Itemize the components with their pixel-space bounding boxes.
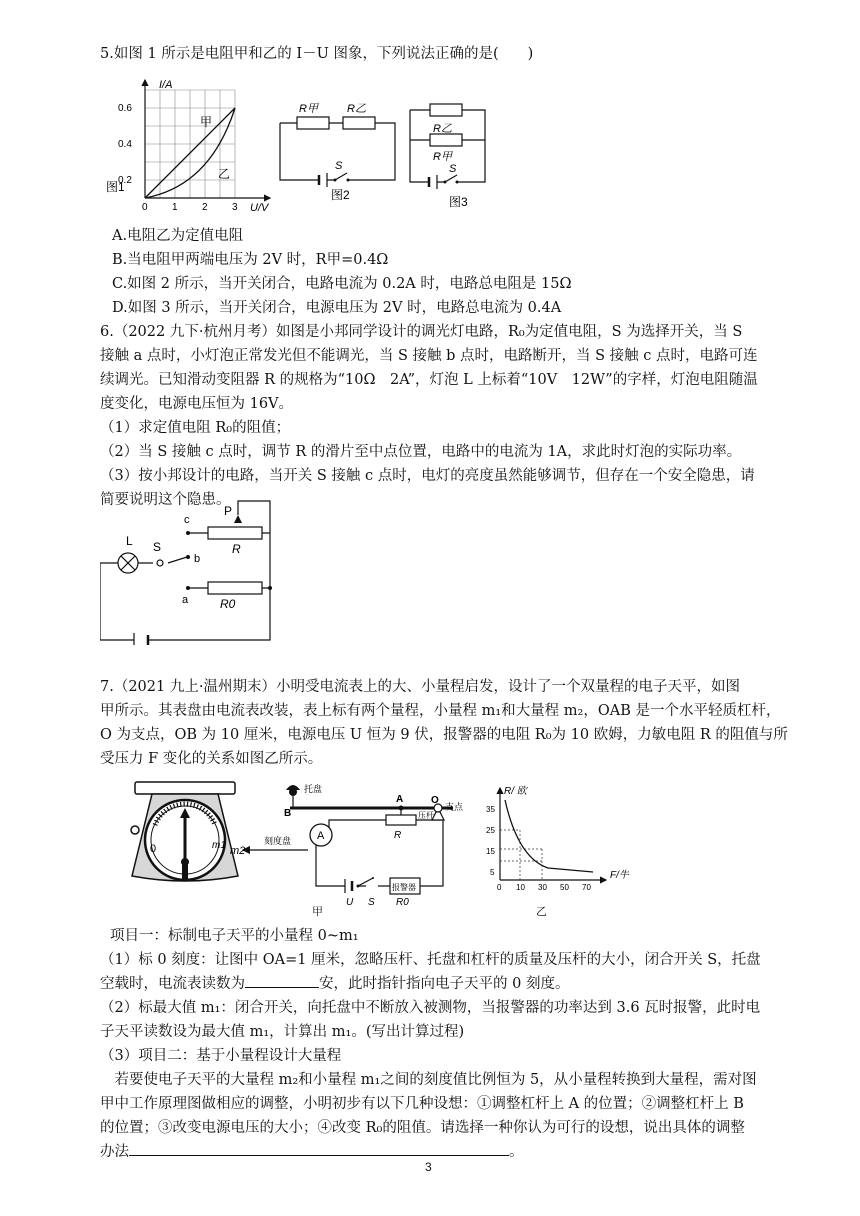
q6-sub-1: （1）求定值电阻 R₀的阻值； <box>100 420 291 436</box>
q7-figure-jia-lever-circuit <box>228 780 478 915</box>
svg-text:S: S <box>368 897 375 908</box>
q5-figure-1-graph <box>100 76 285 216</box>
svg-text:25: 25 <box>486 826 495 835</box>
svg-text:b: b <box>194 553 201 565</box>
svg-text:F/牛: F/牛 <box>610 870 629 881</box>
svg-text:3: 3 <box>232 202 238 213</box>
q7-answer-blank-1[interactable] <box>245 987 319 988</box>
svg-text:刻度盘: 刻度盘 <box>264 836 292 846</box>
q6-sub-2: （2）当 S 接触 c 点时，调节 R 的滑片至中点位置，电路中的电流为 1A，求此时灯泡的实际功率。 <box>100 444 742 460</box>
svg-text:R0: R0 <box>396 897 409 908</box>
svg-text:R甲: R甲 <box>433 151 452 163</box>
q5-option-b: B.当电阻甲两端电压为 2V 时，R甲=0.4Ω <box>112 252 389 268</box>
q5-option-d: D.如图 3 所示，当开关闭合，电源电压为 2V 时，电路总电流为 0.4A <box>112 300 562 316</box>
svg-text:50: 50 <box>560 883 569 892</box>
svg-text:R乙: R乙 <box>433 123 452 135</box>
q6-sub-3: （3）按小邦设计的电路，当开关 S 接触 c 点时，电灯的亮度虽然能够调节，但存在一个安全隐患，请 <box>100 468 755 484</box>
q6-sub-3-cont: 简要说明这个隐患。 <box>100 492 231 508</box>
q5-fig1-ylabel: I/A <box>159 79 173 91</box>
svg-text:S: S <box>335 160 343 172</box>
q5-option-a: A.电阻乙为定值电阻 <box>112 228 244 244</box>
svg-text:35: 35 <box>486 805 495 814</box>
svg-text:0.4: 0.4 <box>118 139 132 150</box>
svg-text:30: 30 <box>538 883 547 892</box>
svg-text:1: 1 <box>172 202 178 213</box>
svg-text:R: R <box>394 830 402 841</box>
svg-text:m2: m2 <box>230 845 246 857</box>
q6-line-1: 6.（2022 九下·杭州月考）如图是小邦同学设计的调光灯电路，R₀为定值电阻，S 为选择开关，当 S <box>100 324 743 340</box>
q7-figure-yi-r-f-graph <box>478 780 648 900</box>
q7-fig-yi-caption: 乙 <box>536 905 547 918</box>
q7-para-line-1: 若要使电子天平的大量程 m₂和小量程 m₁之间的刻度值比例恒为 5，从小量程转换到大量程，需对图 <box>100 1072 757 1088</box>
svg-text:R乙: R乙 <box>347 103 366 115</box>
svg-text:托盘: 托盘 <box>304 784 323 794</box>
q7-answer-blank-2[interactable] <box>129 1155 509 1156</box>
svg-text:0: 0 <box>142 202 148 213</box>
svg-text:甲: 甲 <box>200 115 213 129</box>
svg-text:a: a <box>182 594 189 606</box>
q7-sub-2-line-2: 子天平读数设为最大值 m₁，计算出 m₁。(写出计算过程) <box>100 1024 465 1040</box>
svg-text:10: 10 <box>516 883 525 892</box>
q7-line-3: O 为支点，OB 为 10 厘米，电源电压 U 恒为 9 伏，报警器的电阻 R₀为 10 欧姆，力敏电阻 R 的阻值与所 <box>100 727 788 743</box>
q5-fig1-xlabel: U/V <box>250 202 269 214</box>
q5-stem: 5.如图 1 所示是电阻甲和乙的 I－U 图象，下列说法正确的是( ) <box>100 46 534 62</box>
svg-text:压杆: 压杆 <box>418 811 434 820</box>
svg-text:R: R <box>232 542 241 556</box>
svg-text:0: 0 <box>150 843 157 855</box>
svg-text:O: O <box>431 795 439 806</box>
svg-text:R/ 欧: R/ 欧 <box>504 786 527 797</box>
svg-text:0.2: 0.2 <box>118 175 132 186</box>
svg-text:B: B <box>284 808 292 819</box>
svg-text:乙: 乙 <box>218 167 231 181</box>
r-f-curve <box>505 800 593 872</box>
svg-text:报警器: 报警器 <box>392 883 416 892</box>
q5-fig2-caption: 图2 <box>331 188 350 202</box>
svg-text:S: S <box>449 163 457 175</box>
q5-option-c: C.如图 2 所示，当开关闭合，电路电流为 0.2A 时，电路总电阻是 15Ω <box>112 276 572 292</box>
svg-text:0: 0 <box>497 883 502 892</box>
svg-text:U: U <box>346 897 354 908</box>
svg-text:m1: m1 <box>212 840 226 851</box>
svg-text:A: A <box>396 794 404 805</box>
q7-fig-jia-caption: 甲 <box>312 905 323 918</box>
q6-line-4: 度变化，电源电压恒为 16V。 <box>100 396 294 412</box>
q6-line-2: 接触 a 点时，小灯泡正常发光但不能调光，当 S 接触 b 点时，电路断开，当 S 接触 c 点时，电路可连 <box>100 348 758 364</box>
q6-dimmer-circuit <box>100 495 280 645</box>
q7-line-2: 甲所示。其表盘由电流表改装，表上标有两个量程，小量程 m₁和大量程 m₂，OAB 是一个水平轻质杠杆， <box>100 703 781 719</box>
q7-line-4: 受压力 F 变化的关系如图乙所示。 <box>100 751 323 767</box>
svg-text:A: A <box>317 830 325 842</box>
svg-text:支点: 支点 <box>445 802 464 812</box>
svg-text:L: L <box>126 534 133 548</box>
q7-line-1: 7.（2021 九上·温州期末）小明受电流表上的大、小量程启发，设计了一个双量程的电子天平，如图 <box>100 679 740 695</box>
q5-figure-3-parallel-circuit <box>405 92 500 212</box>
svg-text:70: 70 <box>582 883 591 892</box>
svg-text:S: S <box>153 540 162 554</box>
q7-last-line: 办法 。 <box>100 1144 524 1160</box>
q7-project-1: 项目一：标制电子天平的小量程 0~m₁ <box>110 928 359 944</box>
q7-sub-3: （3）项目二：基于小量程设计大量程 <box>100 1048 342 1064</box>
q7-sub-1-line-1: （1）标 0 刻度：让图中 OA=1 厘米，忽略压杆、托盘和杠杆的质量及压杆的大小，闭合开关 S，托盘 <box>100 952 761 968</box>
svg-text:c: c <box>184 514 190 526</box>
q6-line-3: 续调光。已知滑动变阻器 R 的规格为“10Ω 2A”，灯泡 L 上标着“10V 12W”的字样，灯泡电阻随温 <box>100 372 758 388</box>
q7-sub-2-line-1: （2）标最大值 m₁：闭合开关，向托盘中不断放入被测物，当报警器的功率达到 3.6 瓦时报警，此时电 <box>100 1000 761 1016</box>
svg-text:2: 2 <box>202 202 208 213</box>
q7-para-line-3: 的位置；③改变电源电压的大小；④改变 R₀的阻值。请选择一种你认为可行的设想，说出具体的调整 <box>100 1120 745 1136</box>
svg-text:R0: R0 <box>220 597 236 611</box>
q7-para-line-2: 甲中工作原理图做相应的调整，小明初步有以下几种设想：①调整杠杆上 A 的位置；②调整杠杆上 B <box>100 1096 744 1112</box>
svg-text:0.6: 0.6 <box>118 103 132 114</box>
svg-text:P: P <box>224 504 233 518</box>
page-number: 3 <box>425 1160 432 1174</box>
svg-text:15: 15 <box>486 847 495 856</box>
q5-figure-2-series-circuit <box>275 95 405 205</box>
svg-text:R甲: R甲 <box>299 103 318 115</box>
svg-text:5: 5 <box>490 868 495 877</box>
q5-fig3-caption: 图3 <box>449 195 468 209</box>
q5-fig1-caption: 图1 <box>106 180 125 194</box>
q7-sub-1-line-2: 空载时，电流表读数为 安，此时指针指向电子天平的 0 刻度。 <box>100 976 570 992</box>
